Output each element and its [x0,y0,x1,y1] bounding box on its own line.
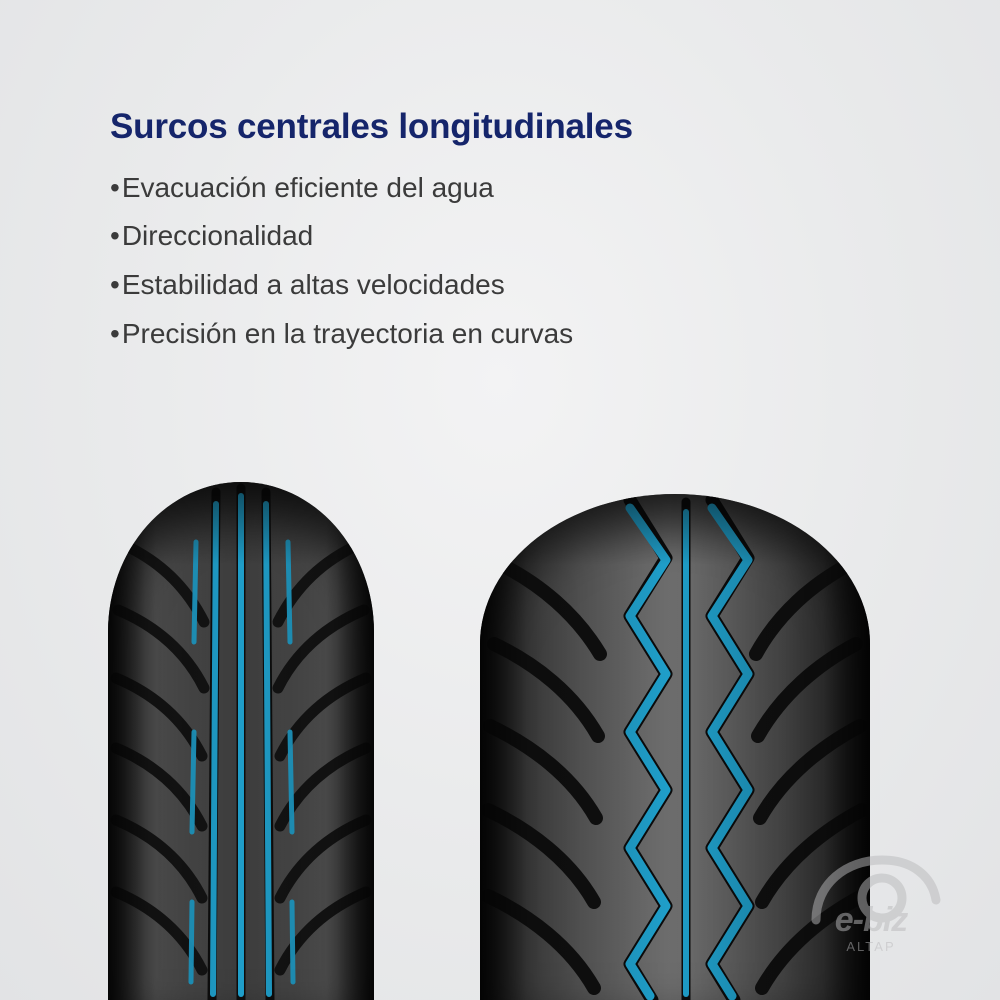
list-item-label: Estabilidad a altas velocidades [121,269,505,301]
list-item-label: Precisión en la trayectoria en curvas [121,317,574,349]
rear-tire [480,494,870,1000]
bullet-icon: • [110,317,120,349]
text-block [110,108,870,368]
page-title: Surcos centrales longitudinales [110,107,633,146]
bullet-icon: • [110,220,120,252]
list-item [110,270,870,301]
list-item [110,319,870,350]
front-tire-tread [108,482,374,1000]
list-item [110,221,870,252]
bullet-icon: • [110,171,120,203]
list-item [110,173,870,204]
list-item-label: Direccionalidad [121,220,314,252]
front-tire [108,482,374,1000]
list-item-label: Evacuación eficiente del agua [121,171,494,203]
rear-tire-tread [480,494,870,1000]
watermark-text: e-biz [834,901,908,939]
watermark-subtext: ALTAP [846,939,896,954]
feature-list [110,173,870,350]
bullet-icon: • [110,269,120,301]
